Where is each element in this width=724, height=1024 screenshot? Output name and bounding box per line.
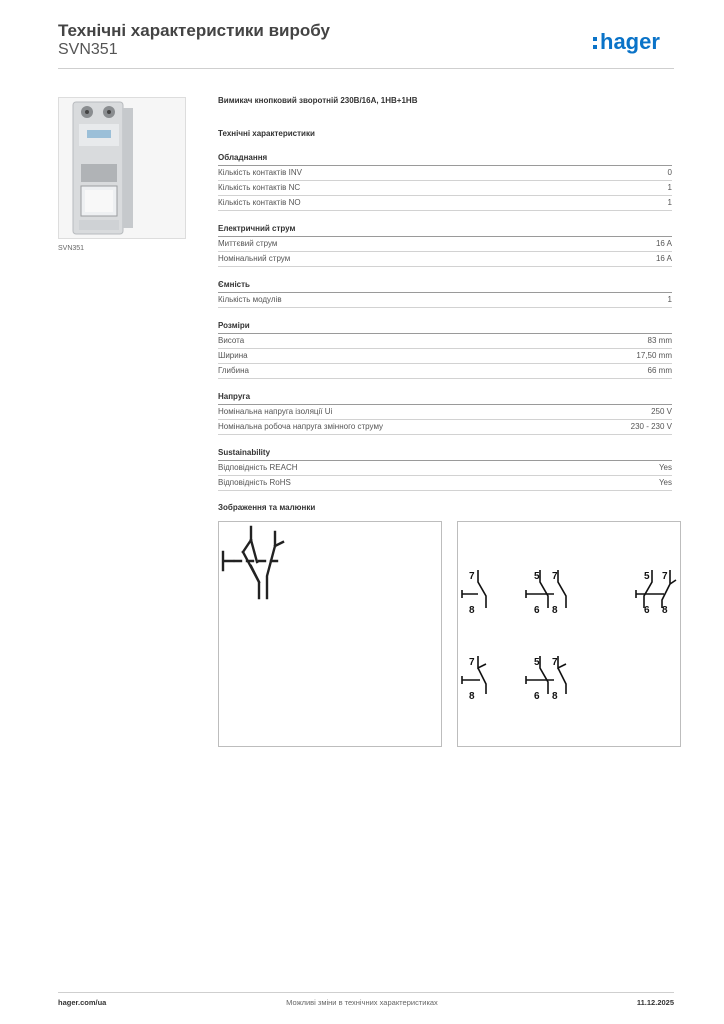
images-heading: Зображення та малюнки	[218, 503, 316, 512]
spec-label: Глибина	[218, 366, 249, 375]
section-title: Sustainability	[218, 446, 672, 461]
section-title: Напруга	[218, 390, 672, 405]
section-current	[218, 222, 672, 267]
spec-value: Yes	[658, 478, 672, 487]
section-equipment	[218, 151, 672, 211]
spec-label: Ширина	[218, 351, 248, 360]
terminal-label: 8	[662, 605, 668, 616]
footer-divider	[58, 992, 674, 993]
hager-logo-icon	[592, 28, 676, 56]
spec-value: 16 A	[655, 254, 672, 263]
spec-label: Кількість модулів	[218, 295, 282, 304]
symbol-image	[218, 521, 442, 747]
spec-row	[218, 461, 672, 476]
section-title: Електричний струм	[218, 222, 672, 237]
spec-label: Кількість контактів INV	[218, 168, 302, 177]
terminal-label: 8	[552, 605, 558, 616]
terminal-label: 7	[662, 571, 668, 582]
product-code: SVN351	[58, 41, 118, 58]
spec-row	[218, 405, 672, 420]
spec-row	[218, 364, 672, 379]
spec-row	[218, 252, 672, 267]
terminal-label: 5	[644, 571, 650, 582]
spec-row	[218, 476, 672, 491]
section-title: Обладнання	[218, 151, 672, 166]
spec-value: 1	[667, 198, 672, 207]
spec-value: 1	[667, 295, 672, 304]
tech-heading: Технічні характеристики	[218, 129, 315, 138]
terminal-label: 5	[534, 657, 540, 668]
footer-disclaimer: Можливі зміни в технічних характеристиках	[286, 998, 438, 1007]
page-title: Технічні характеристики виробу	[58, 21, 330, 40]
spec-label: Номінальна напруга ізоляції Ui	[218, 407, 333, 416]
spec-row	[218, 349, 672, 364]
spec-value: 16 A	[655, 239, 672, 248]
terminal-label: 6	[534, 691, 540, 702]
spec-row	[218, 196, 672, 211]
contact-diagrams-icon	[458, 522, 680, 746]
spec-label: Кількість контактів NO	[218, 198, 301, 207]
spec-row	[218, 181, 672, 196]
spec-row	[218, 293, 672, 308]
spec-value: 1	[667, 183, 672, 192]
spec-label: Номінальна робоча напруга змінного струму	[218, 422, 384, 431]
terminal-label: 8	[552, 691, 558, 702]
spec-label: Номінальний струм	[218, 254, 291, 263]
terminal-label: 7	[552, 657, 558, 668]
product-title: Вимикач кнопковий зворотній 230В/16А, 1НВ+1НВ	[218, 96, 418, 105]
section-capacity	[218, 278, 672, 308]
spec-value: 250 V	[651, 407, 672, 416]
section-title: Ємність	[218, 278, 672, 293]
spec-value: Yes	[658, 463, 672, 472]
photo-caption: SVN351	[58, 245, 85, 252]
spec-content	[218, 96, 672, 502]
header-divider	[58, 68, 674, 69]
spec-row	[218, 420, 672, 435]
spec-label: Кількість контактів NC	[218, 183, 301, 192]
footer-website-link[interactable]: hager.com/ua	[58, 998, 107, 1007]
spec-row	[218, 334, 672, 349]
spec-value: 230 - 230 V	[630, 422, 672, 431]
section-dimensions	[218, 319, 672, 379]
terminal-label: 5	[534, 571, 540, 582]
product-photo	[58, 97, 186, 239]
section-sustainability	[218, 446, 672, 491]
spec-value: 83 mm	[647, 336, 672, 345]
spec-label: Відповідність RoHS	[218, 478, 291, 487]
svg-text:hager: hager	[600, 29, 660, 54]
terminal-label: 7	[552, 571, 558, 582]
terminal-label: 8	[469, 691, 475, 702]
spec-row	[218, 166, 672, 181]
terminal-label: 7	[469, 657, 475, 668]
spec-label: Висота	[218, 336, 245, 345]
terminal-label: 7	[469, 571, 475, 582]
terminal-label: 6	[644, 605, 650, 616]
spec-value: 0	[667, 168, 672, 177]
spec-row	[218, 237, 672, 252]
spec-value: 17,50 mm	[636, 351, 672, 360]
section-voltage	[218, 390, 672, 435]
wiring-diagrams	[457, 521, 681, 747]
spec-label: Миттєвий струм	[218, 239, 278, 248]
footer-date: 11.12.2025	[636, 998, 674, 1007]
terminal-label: 6	[534, 605, 540, 616]
pushbutton-symbol-icon	[219, 522, 441, 746]
spec-label: Відповідність REACH	[218, 463, 298, 472]
section-title: Розміри	[218, 319, 672, 334]
spec-value: 66 mm	[647, 366, 672, 375]
terminal-label: 8	[469, 605, 475, 616]
